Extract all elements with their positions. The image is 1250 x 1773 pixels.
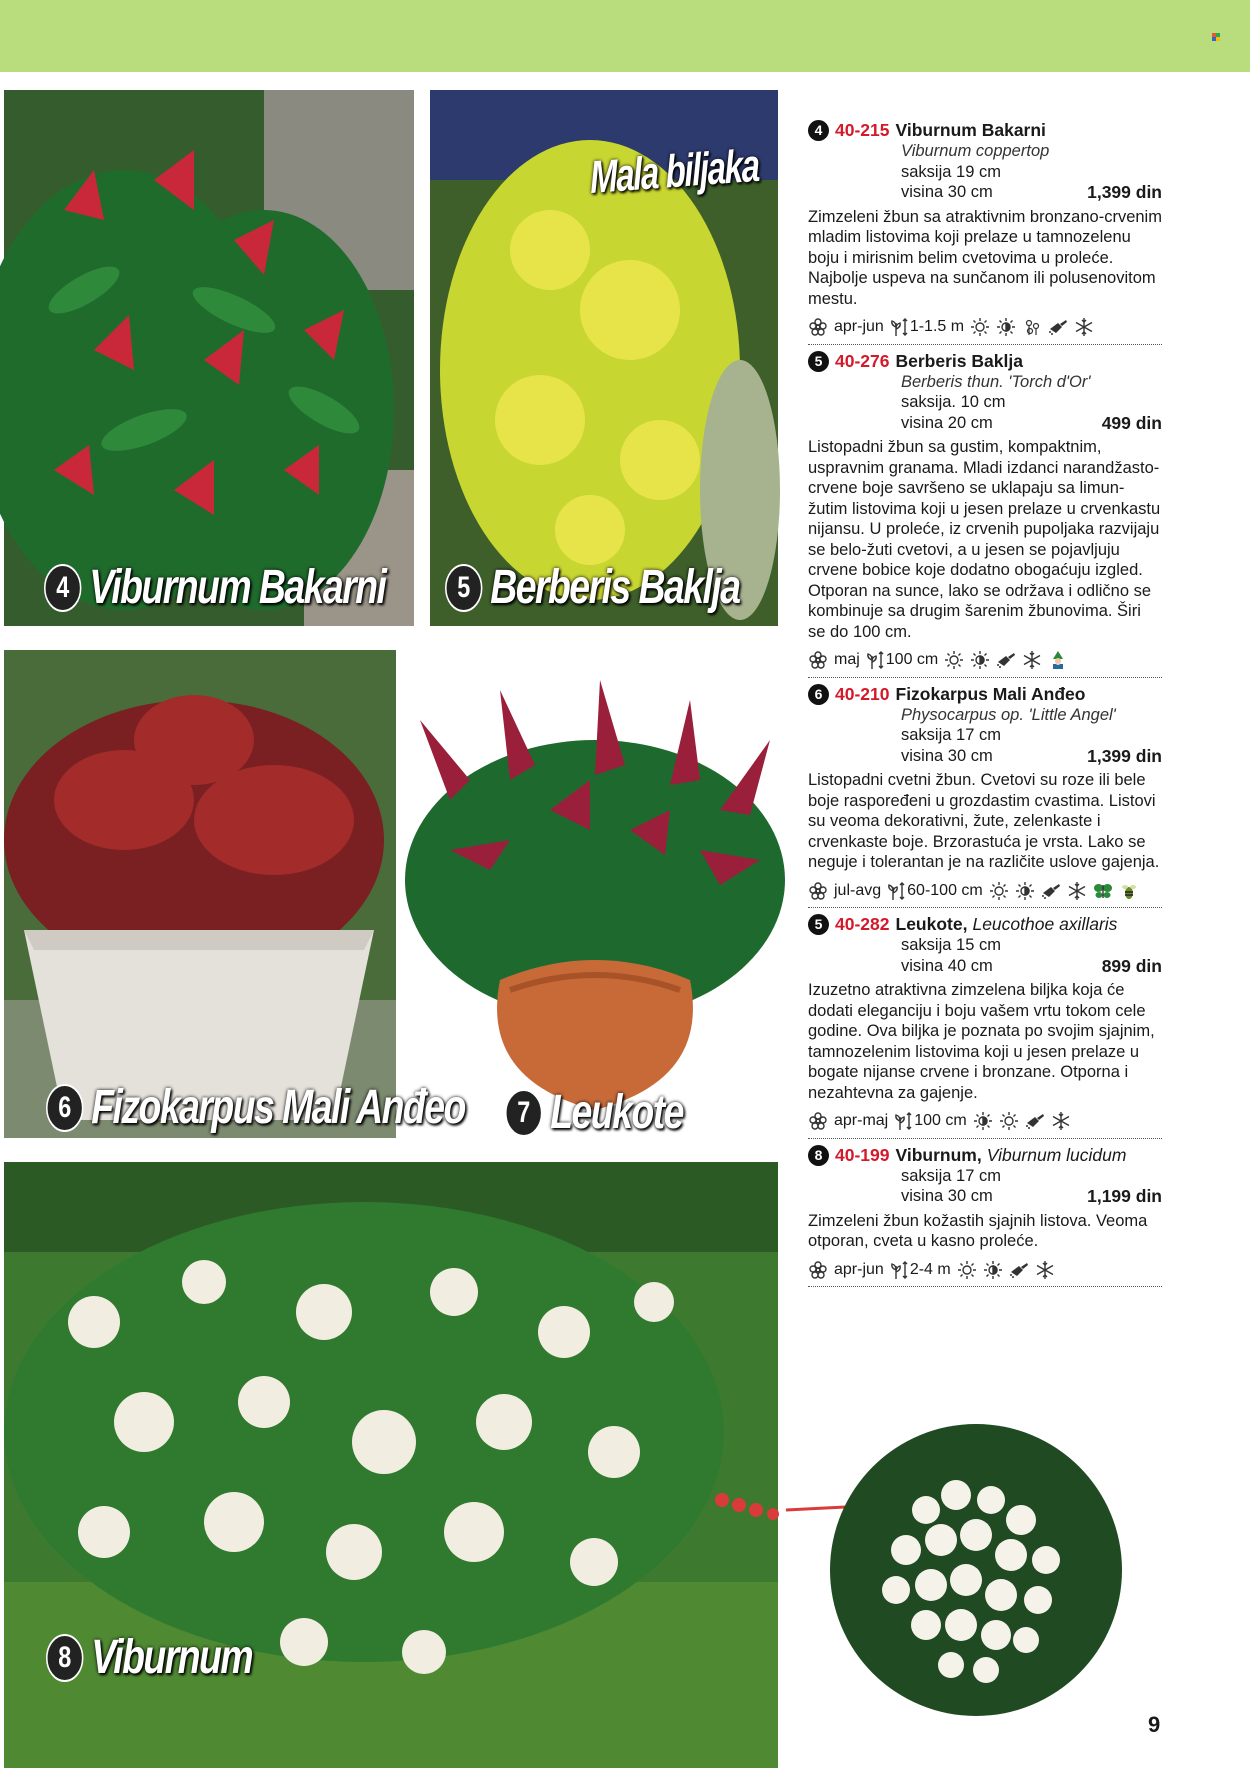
product-latin-name: Viburnum coppertop — [901, 142, 1050, 160]
product-entry — [808, 914, 1162, 1139]
care-icons-row — [808, 1260, 1162, 1288]
photo-viburnum-bakarni-art — [4, 90, 414, 626]
overlay-small-plant: Mala biljaka — [589, 138, 760, 203]
caption-text: Berberis Baklja — [490, 561, 740, 614]
plant-height-icon — [890, 1260, 910, 1280]
product-code: 40-199 — [835, 1144, 890, 1165]
product-header — [808, 914, 1162, 935]
caption-leukote — [505, 1085, 683, 1140]
caption-number: 6 — [46, 1084, 83, 1132]
plant-size: 1-1.5 m — [909, 318, 965, 335]
half-shade-icon — [996, 317, 1016, 337]
photo-viburnum — [4, 1162, 778, 1768]
watering-can-icon — [1025, 1111, 1045, 1131]
care-icons-row — [808, 881, 1162, 909]
half-shade-icon — [1015, 881, 1035, 901]
product-height: visina 30 cm — [901, 746, 993, 765]
bloom-period: apr-jun — [834, 1260, 884, 1278]
bloom-period: jul-avg — [834, 881, 882, 899]
product-latin-name: Viburnum lucidum — [986, 1144, 1127, 1165]
product-height: visina 40 cm — [901, 956, 993, 975]
plant-size: 60-100 cm — [907, 881, 983, 899]
frost-icon — [1022, 650, 1042, 670]
care-icons-row — [808, 317, 1162, 345]
product-name: Fizokarpus Mali Anđeo — [895, 683, 1086, 704]
photo-fizokarpus-art — [4, 650, 396, 1138]
caption-berberis-baklja — [445, 560, 739, 615]
watering-can-icon — [1041, 881, 1061, 901]
flower-detail-inset — [776, 1420, 1136, 1740]
bloom-period: maj — [834, 651, 860, 668]
product-header — [808, 1145, 1162, 1166]
sun-icon — [970, 317, 990, 337]
frost-icon — [1051, 1111, 1071, 1131]
caption-text: Viburnum — [91, 1631, 253, 1684]
caption-text: Viburnum Bakarni — [89, 561, 386, 614]
product-pot-size: saksija 17 cm — [901, 1166, 1001, 1185]
product-latin-name: Berberis thun. 'Torch d'Or' — [901, 372, 1091, 391]
bee-icon — [1119, 881, 1139, 901]
watering-can-icon — [1048, 317, 1068, 337]
product-price: 1,199 din — [1087, 1186, 1162, 1206]
product-entry — [808, 351, 1162, 678]
product-number-badge: 8 — [808, 1145, 829, 1166]
product-number-badge: 6 — [808, 684, 829, 705]
plant-height-icon — [887, 881, 907, 901]
caption-number: 5 — [445, 564, 482, 612]
product-latin-name: Physocarpus op. 'Little Angel' — [901, 705, 1116, 724]
flower-icon — [808, 1111, 828, 1131]
product-latin-name: Leucothoe axillaris — [972, 914, 1118, 935]
frost-icon — [1035, 1260, 1055, 1280]
product-code: 40-215 — [835, 120, 890, 141]
plant-size: 2-4 m — [909, 1260, 951, 1278]
plant-height-icon — [890, 317, 910, 337]
photo-berberis-baklja — [430, 90, 778, 626]
product-description: Zimzeleni žbun kožastih sjajnih listova. Veoma otporan, cveta u kasno proleće. — [808, 1211, 1148, 1250]
flower-icon — [808, 317, 828, 337]
product-entry — [808, 684, 1162, 909]
flower-icon — [808, 881, 828, 901]
frost-icon — [1074, 317, 1094, 337]
product-price: 1,399 din — [1087, 745, 1162, 766]
product-header — [808, 120, 1162, 141]
product-entry — [808, 120, 1162, 345]
product-code: 40-282 — [835, 914, 890, 935]
half-shade-icon — [983, 1260, 1003, 1280]
product-header — [808, 351, 1162, 372]
product-description: Izuzetno atraktivna zimzelena biljka koja će dodati eleganciju i boju vašem vrtu tokom cele godine. Ova biljka je poznata po svojim sjajnim, tamnozelenim listovima koji u jesen prelaze u bogate nijanse crvene i bronzane. Otporna i nezahtevna za gajenje. — [808, 981, 1155, 1102]
product-header — [808, 684, 1162, 705]
product-entry — [808, 1145, 1162, 1288]
plant-height-icon — [894, 1111, 914, 1131]
product-price: 1,399 din — [1087, 182, 1162, 202]
watering-can-icon — [996, 650, 1016, 670]
product-number-badge: 5 — [808, 351, 829, 372]
caption-viburnum-bakarni — [44, 560, 385, 615]
photo-viburnum-bakarni — [4, 90, 414, 626]
product-height-price-row — [808, 746, 1162, 767]
product-height: visina 20 cm — [901, 413, 993, 432]
frost-icon — [1067, 881, 1087, 901]
product-pot-size: saksija 15 cm — [901, 936, 1001, 954]
flowers-icon — [1022, 317, 1042, 337]
product-code: 40-210 — [835, 683, 890, 704]
product-name: Viburnum Bakarni — [895, 120, 1046, 141]
half-shade-icon — [973, 1111, 993, 1131]
product-height: visina 30 cm — [901, 1187, 993, 1205]
product-name: Berberis Baklja — [895, 350, 1023, 371]
caption-viburnum — [46, 1630, 252, 1685]
product-pot-size: saksija 17 cm — [901, 726, 1001, 744]
product-height-price-row — [808, 956, 1162, 977]
product-price: 499 din — [1101, 412, 1162, 433]
care-icons-row — [808, 650, 1162, 678]
butterfly-icon — [1093, 881, 1113, 901]
product-number-badge: 5 — [808, 914, 829, 935]
bloom-period: apr-jun — [834, 318, 884, 335]
product-pot-size: saksija. 10 cm — [901, 393, 1006, 411]
flower-icon — [808, 650, 828, 670]
product-pot-size: saksija 19 cm — [901, 162, 1001, 181]
product-description: Zimzeleni žbun sa atraktivnim bronzano-crvenim mladim listovima koji prelaze u tamnozelenu boju i mirisnim belim cvetovima u proleće. Najbolje uspeva na sunčanom ili polusenovitom mestu. — [808, 207, 1162, 308]
product-height-price-row — [808, 1186, 1162, 1207]
plant-size: 100 cm — [914, 1112, 967, 1129]
caption-number: 7 — [505, 1089, 542, 1137]
product-name: Viburnum, — [895, 1144, 982, 1165]
product-number-badge: 4 — [808, 120, 829, 141]
watering-can-icon — [1009, 1260, 1029, 1280]
product-height-price-row — [808, 182, 1162, 203]
product-code: 40-276 — [835, 350, 890, 371]
product-name: Leukote, — [895, 914, 968, 935]
flower-icon — [808, 1260, 828, 1280]
sun-icon — [989, 881, 1009, 901]
plant-size: 100 cm — [885, 651, 939, 668]
garden-gnome-icon — [1048, 650, 1068, 670]
product-price: 899 din — [1101, 955, 1162, 976]
caption-text: Leukote — [550, 1086, 683, 1139]
photo-leukote — [380, 680, 810, 1160]
half-shade-icon — [970, 650, 990, 670]
top-banner — [0, 0, 1250, 72]
sun-icon — [944, 650, 964, 670]
sun-icon — [957, 1260, 977, 1280]
sun-icon — [999, 1111, 1019, 1131]
product-list — [808, 120, 1162, 1293]
caption-number: 8 — [46, 1634, 83, 1682]
product-height: visina 30 cm — [901, 183, 993, 201]
caption-number: 4 — [44, 564, 81, 612]
plant-height-icon — [866, 650, 886, 670]
care-icons-row — [808, 1111, 1162, 1139]
caption-text: Fizokarpus Mali Anđeo — [91, 1081, 465, 1134]
page-number: 9 — [1148, 1712, 1161, 1737]
product-description: Listopadni cvetni žbun. Cvetovi su roze ili bele boje raspoređeni u grozdastim cvastima. Listovi su veoma dekorativni, žute, zelenkaste i crvenkaste boje. Brzorastuća je vrsta. Lako se neguje i tolerantan je na različite uslove gajenja. — [808, 771, 1160, 871]
product-description: Listopadni žbun sa gustim, kompaktnim, uspravnim granama. Mladi izdanci narandžasto-crvene boje savršeno se uklapaju sa limun-žutim listovima koji u jesen prelaze u crvenkastu nijansu. U proleće, iz crvenih pupoljaka razvijaju se belo-žuti cvetovi, a u jesen se pojavljuju crvene bobice koje dodatno obogaćuju izgled. Otporan na sunce, lako se održava i odlično se kombinuje sa drugim šarenim žbunovima. Širi se do 100 cm. — [808, 438, 1161, 641]
logo-dots-icon — [1212, 33, 1220, 41]
product-height-price-row — [808, 413, 1162, 434]
photo-fizokarpus — [4, 650, 465, 1138]
bloom-period: apr-maj — [834, 1112, 889, 1129]
